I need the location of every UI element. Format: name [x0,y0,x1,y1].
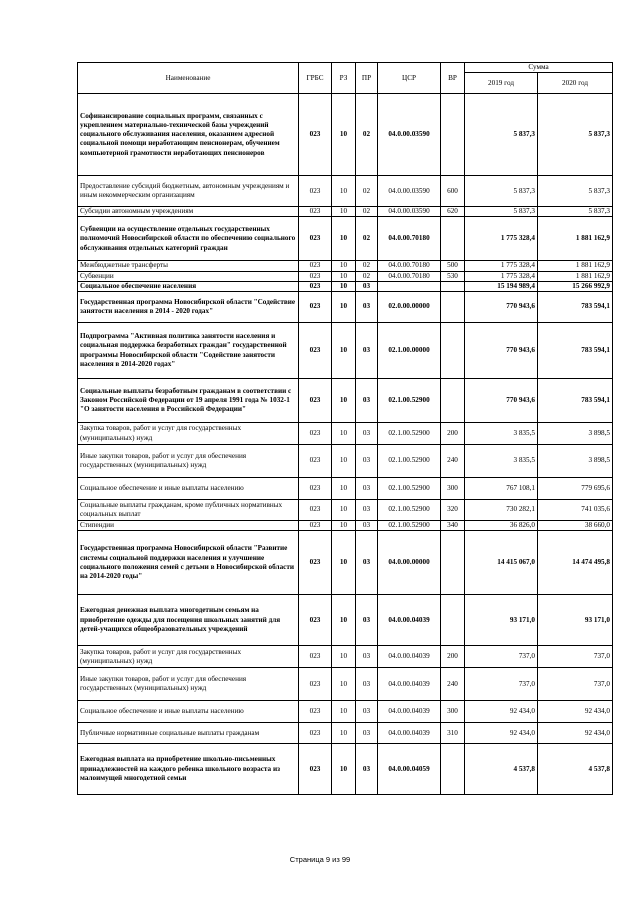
table-row [78,478,613,500]
table-row [78,323,613,379]
cell-rz: 10 [332,701,356,723]
cell-vr [441,281,465,291]
cell-csr: 04.0.00.03590 [378,207,441,217]
cell-vr: 600 [441,176,465,207]
cell-csr: 04.0.00.04039 [378,646,441,668]
cell-csr: 02.1.00.52900 [378,478,441,500]
cell-rz: 10 [332,531,356,595]
cell-y2020: 5 837,3 [538,94,613,176]
cell-grbs: 023 [299,531,332,595]
cell-csr: 04.0.00.03590 [378,176,441,207]
cell-vr: 340 [441,521,465,531]
cell-y2020: 5 837,3 [538,207,613,217]
header-sum: Сумма [465,63,613,73]
cell-vr: 200 [441,646,465,668]
cell-y2019: 1 775 328,4 [465,271,538,281]
table-row [78,281,613,291]
cell-y2020: 783 594,1 [538,379,613,423]
cell-pr: 03 [356,531,378,595]
cell-y2019: 3 835,5 [465,423,538,445]
cell-y2020: 737,0 [538,668,613,701]
cell-rz: 10 [332,521,356,531]
cell-rz: 10 [332,595,356,646]
cell-y2020: 737,0 [538,646,613,668]
cell-y2020: 92 434,0 [538,701,613,723]
cell-vr [441,292,465,323]
cell-pr: 03 [356,292,378,323]
cell-y2019: 5 837,3 [465,94,538,176]
header-csr: ЦСР [378,63,441,94]
cell-rz: 10 [332,292,356,323]
cell-rz: 10 [332,723,356,744]
table-row [78,521,613,531]
cell-csr: 02.1.00.52900 [378,445,441,478]
cell-name: Социальные выплаты гражданам, кроме публичных нормативных социальных выплат [78,500,299,521]
table-row [78,271,613,281]
cell-vr: 240 [441,445,465,478]
cell-name: Субвенции на осуществление отдельных государственных полномочий Новосибирской области по обеспечению социального обслуживания отдельных категорий граждан [78,217,299,261]
cell-name: Социальные выплаты безработным гражданам в соответствии с Законом Российской Федерации от 19 апреля 1991 года № 1032-1 "О занятости населения в Российской Федерации" [78,379,299,423]
cell-y2020: 783 594,1 [538,292,613,323]
table-row [78,500,613,521]
table-row [78,445,613,478]
cell-pr: 03 [356,500,378,521]
cell-pr: 03 [356,744,378,795]
cell-y2020: 783 594,1 [538,323,613,379]
cell-pr: 02 [356,207,378,217]
cell-grbs: 023 [299,521,332,531]
cell-y2019: 737,0 [465,646,538,668]
table-row [78,646,613,668]
header-2019: 2019 год [465,73,538,94]
cell-grbs: 023 [299,176,332,207]
cell-y2019: 15 194 989,4 [465,281,538,291]
cell-pr: 03 [356,478,378,500]
cell-y2019: 93 171,0 [465,595,538,646]
cell-rz: 10 [332,217,356,261]
cell-rz: 10 [332,478,356,500]
cell-csr: 02.1.00.52900 [378,423,441,445]
cell-grbs: 023 [299,207,332,217]
cell-pr: 03 [356,281,378,291]
cell-csr: 04.0.00.04039 [378,701,441,723]
header-pr: ПР [356,63,378,94]
cell-pr: 03 [356,646,378,668]
cell-vr: 310 [441,723,465,744]
cell-y2020: 4 537,8 [538,744,613,795]
cell-csr: 02.1.00.00000 [378,323,441,379]
cell-vr [441,379,465,423]
table-row [78,94,613,176]
cell-name: Субвенции [78,271,299,281]
cell-vr: 620 [441,207,465,217]
cell-name: Социальное обеспечение и иные выплаты населению [78,478,299,500]
cell-name: Иные закупки товаров, работ и услуг для обеспечения государственных (муниципальных) нужд [78,445,299,478]
table-row [78,217,613,261]
cell-y2019: 737,0 [465,668,538,701]
cell-grbs: 023 [299,379,332,423]
table-row [78,531,613,595]
cell-y2020: 1 881 162,9 [538,217,613,261]
cell-pr: 02 [356,261,378,271]
cell-rz: 10 [332,500,356,521]
cell-y2019: 3 835,5 [465,445,538,478]
table-row [78,379,613,423]
cell-name: Социальное обеспечение и иные выплаты населению [78,701,299,723]
cell-csr: 02.1.00.52900 [378,379,441,423]
table-row [78,723,613,744]
cell-grbs: 023 [299,94,332,176]
cell-csr: 04.0.00.70180 [378,271,441,281]
cell-csr [378,281,441,291]
table-row [78,423,613,445]
cell-name: Предоставление субсидий бюджетным, автономным учреждениям и иным некоммерческим организациям [78,176,299,207]
cell-grbs: 023 [299,646,332,668]
cell-y2019: 4 537,8 [465,744,538,795]
table-body [78,94,613,795]
cell-name: Социальное обеспечение населения [78,281,299,291]
cell-vr: 240 [441,668,465,701]
cell-grbs: 023 [299,478,332,500]
cell-csr: 04.0.00.70180 [378,261,441,271]
cell-csr: 02.1.00.52900 [378,521,441,531]
header-rz: РЗ [332,63,356,94]
cell-vr [441,744,465,795]
cell-pr: 03 [356,323,378,379]
cell-csr: 04.0.00.04039 [378,595,441,646]
cell-grbs: 023 [299,323,332,379]
cell-y2019: 5 837,3 [465,176,538,207]
cell-pr: 03 [356,445,378,478]
cell-name: Публичные нормативные социальные выплаты гражданам [78,723,299,744]
cell-rz: 10 [332,668,356,701]
cell-y2020: 93 171,0 [538,595,613,646]
cell-pr: 03 [356,595,378,646]
cell-name: Закупка товаров, работ и услуг для государственных (муниципальных) нужд [78,646,299,668]
cell-y2019: 767 108,1 [465,478,538,500]
cell-y2020: 1 881 162,9 [538,261,613,271]
cell-y2019: 1 775 328,4 [465,261,538,271]
cell-grbs: 023 [299,271,332,281]
table-row [78,668,613,701]
cell-name: Стипендии [78,521,299,531]
cell-pr: 03 [356,701,378,723]
cell-grbs: 023 [299,668,332,701]
cell-pr: 02 [356,271,378,281]
cell-rz: 10 [332,744,356,795]
cell-name: Субсидии автономным учреждениям [78,207,299,217]
table-row [78,744,613,795]
cell-vr: 200 [441,423,465,445]
header-vr: ВР [441,63,465,94]
cell-y2019: 730 282,1 [465,500,538,521]
cell-y2019: 36 826,0 [465,521,538,531]
cell-csr: 02.0.00.00000 [378,292,441,323]
cell-y2019: 5 837,3 [465,207,538,217]
cell-rz: 10 [332,176,356,207]
cell-pr: 03 [356,723,378,744]
cell-vr: 500 [441,261,465,271]
table-row [78,292,613,323]
table-row [78,595,613,646]
cell-grbs: 023 [299,292,332,323]
cell-y2019: 92 434,0 [465,701,538,723]
cell-name: Закупка товаров, работ и услуг для государственных (муниципальных) нужд [78,423,299,445]
cell-y2019: 92 434,0 [465,723,538,744]
cell-rz: 10 [332,94,356,176]
cell-pr: 02 [356,94,378,176]
cell-name: Ежегодная денежная выплата многодетным семьям на приобретение одежды для посещения школьных занятий для детей-учащихся общеобразовательных учреждений [78,595,299,646]
cell-vr: 300 [441,478,465,500]
cell-y2020: 3 898,5 [538,445,613,478]
cell-y2020: 3 898,5 [538,423,613,445]
header-grbs: ГРБС [299,63,332,94]
cell-name: Софинансирование социальных программ, связанных с укреплением материально-технической базы учреждений социального обслуживания населения, оказанием адресной социальной помощи неработающим пенсионерам, обучением компьютерной грамотности неработающих пенсионеров [78,94,299,176]
table-row [78,207,613,217]
table-row [78,701,613,723]
cell-name: Государственная программа Новосибирской области "Содействие занятости населения в 2014 - 2020 годах" [78,292,299,323]
cell-rz: 10 [332,323,356,379]
cell-y2020: 14 474 495,8 [538,531,613,595]
cell-grbs: 023 [299,701,332,723]
cell-y2020: 38 660,0 [538,521,613,531]
cell-vr [441,323,465,379]
cell-csr: 04.0.00.04039 [378,668,441,701]
table-row [78,176,613,207]
cell-name: Ежегодная выплата на приобретение школьно-письменных принадлежностей на каждого ребенка школьного возраста из малоимущей многодетной семьи [78,744,299,795]
cell-pr: 03 [356,423,378,445]
cell-pr: 03 [356,379,378,423]
cell-grbs: 023 [299,261,332,271]
cell-name: Межбюджетные трансферты [78,261,299,271]
cell-y2020: 15 266 992,9 [538,281,613,291]
cell-vr: 300 [441,701,465,723]
cell-grbs: 023 [299,500,332,521]
cell-rz: 10 [332,261,356,271]
cell-y2019: 1 775 328,4 [465,217,538,261]
cell-csr: 04.0.00.00000 [378,531,441,595]
cell-grbs: 023 [299,281,332,291]
cell-vr [441,595,465,646]
cell-rz: 10 [332,423,356,445]
cell-name: Государственная программа Новосибирской области "Развитие системы социальной поддержки населения и улучшение социального положения семей с детьми в Новосибирской области на 2014-2020 годы" [78,531,299,595]
cell-pr: 02 [356,176,378,207]
cell-pr: 03 [356,521,378,531]
budget-table [77,62,613,795]
cell-rz: 10 [332,207,356,217]
cell-y2020: 1 881 162,9 [538,271,613,281]
cell-csr: 04.0.00.70180 [378,217,441,261]
header-2020: 2020 год [538,73,613,94]
cell-rz: 10 [332,646,356,668]
page-number: Страница 9 из 99 [289,855,351,864]
cell-grbs: 023 [299,744,332,795]
header-name: Наименование [78,63,299,94]
cell-pr: 02 [356,217,378,261]
cell-csr: 04.0.00.04059 [378,744,441,795]
cell-rz: 10 [332,379,356,423]
cell-rz: 10 [332,271,356,281]
cell-grbs: 023 [299,595,332,646]
cell-vr [441,531,465,595]
cell-y2019: 770 943,6 [465,379,538,423]
cell-y2019: 14 415 067,0 [465,531,538,595]
cell-grbs: 023 [299,217,332,261]
cell-y2019: 770 943,6 [465,323,538,379]
table-row [78,261,613,271]
cell-y2020: 92 434,0 [538,723,613,744]
cell-csr: 02.1.00.52900 [378,500,441,521]
cell-y2020: 741 035,6 [538,500,613,521]
cell-vr: 530 [441,271,465,281]
cell-y2020: 779 695,6 [538,478,613,500]
cell-name: Иные закупки товаров, работ и услуг для обеспечения государственных (муниципальных) нужд [78,668,299,701]
cell-grbs: 023 [299,445,332,478]
cell-csr: 04.0.00.03590 [378,94,441,176]
cell-rz: 10 [332,281,356,291]
cell-csr: 04.0.00.04039 [378,723,441,744]
cell-name: Подпрограмма "Активная политика занятости населения и социальная поддержка безработных граждан" государственной программы Новосибирской области "Содействие занятости населения в 2014-2020 годах" [78,323,299,379]
cell-vr [441,94,465,176]
cell-vr: 320 [441,500,465,521]
cell-vr [441,217,465,261]
cell-pr: 03 [356,668,378,701]
cell-y2020: 5 837,3 [538,176,613,207]
cell-y2019: 770 943,6 [465,292,538,323]
cell-grbs: 023 [299,723,332,744]
cell-grbs: 023 [299,423,332,445]
cell-rz: 10 [332,445,356,478]
